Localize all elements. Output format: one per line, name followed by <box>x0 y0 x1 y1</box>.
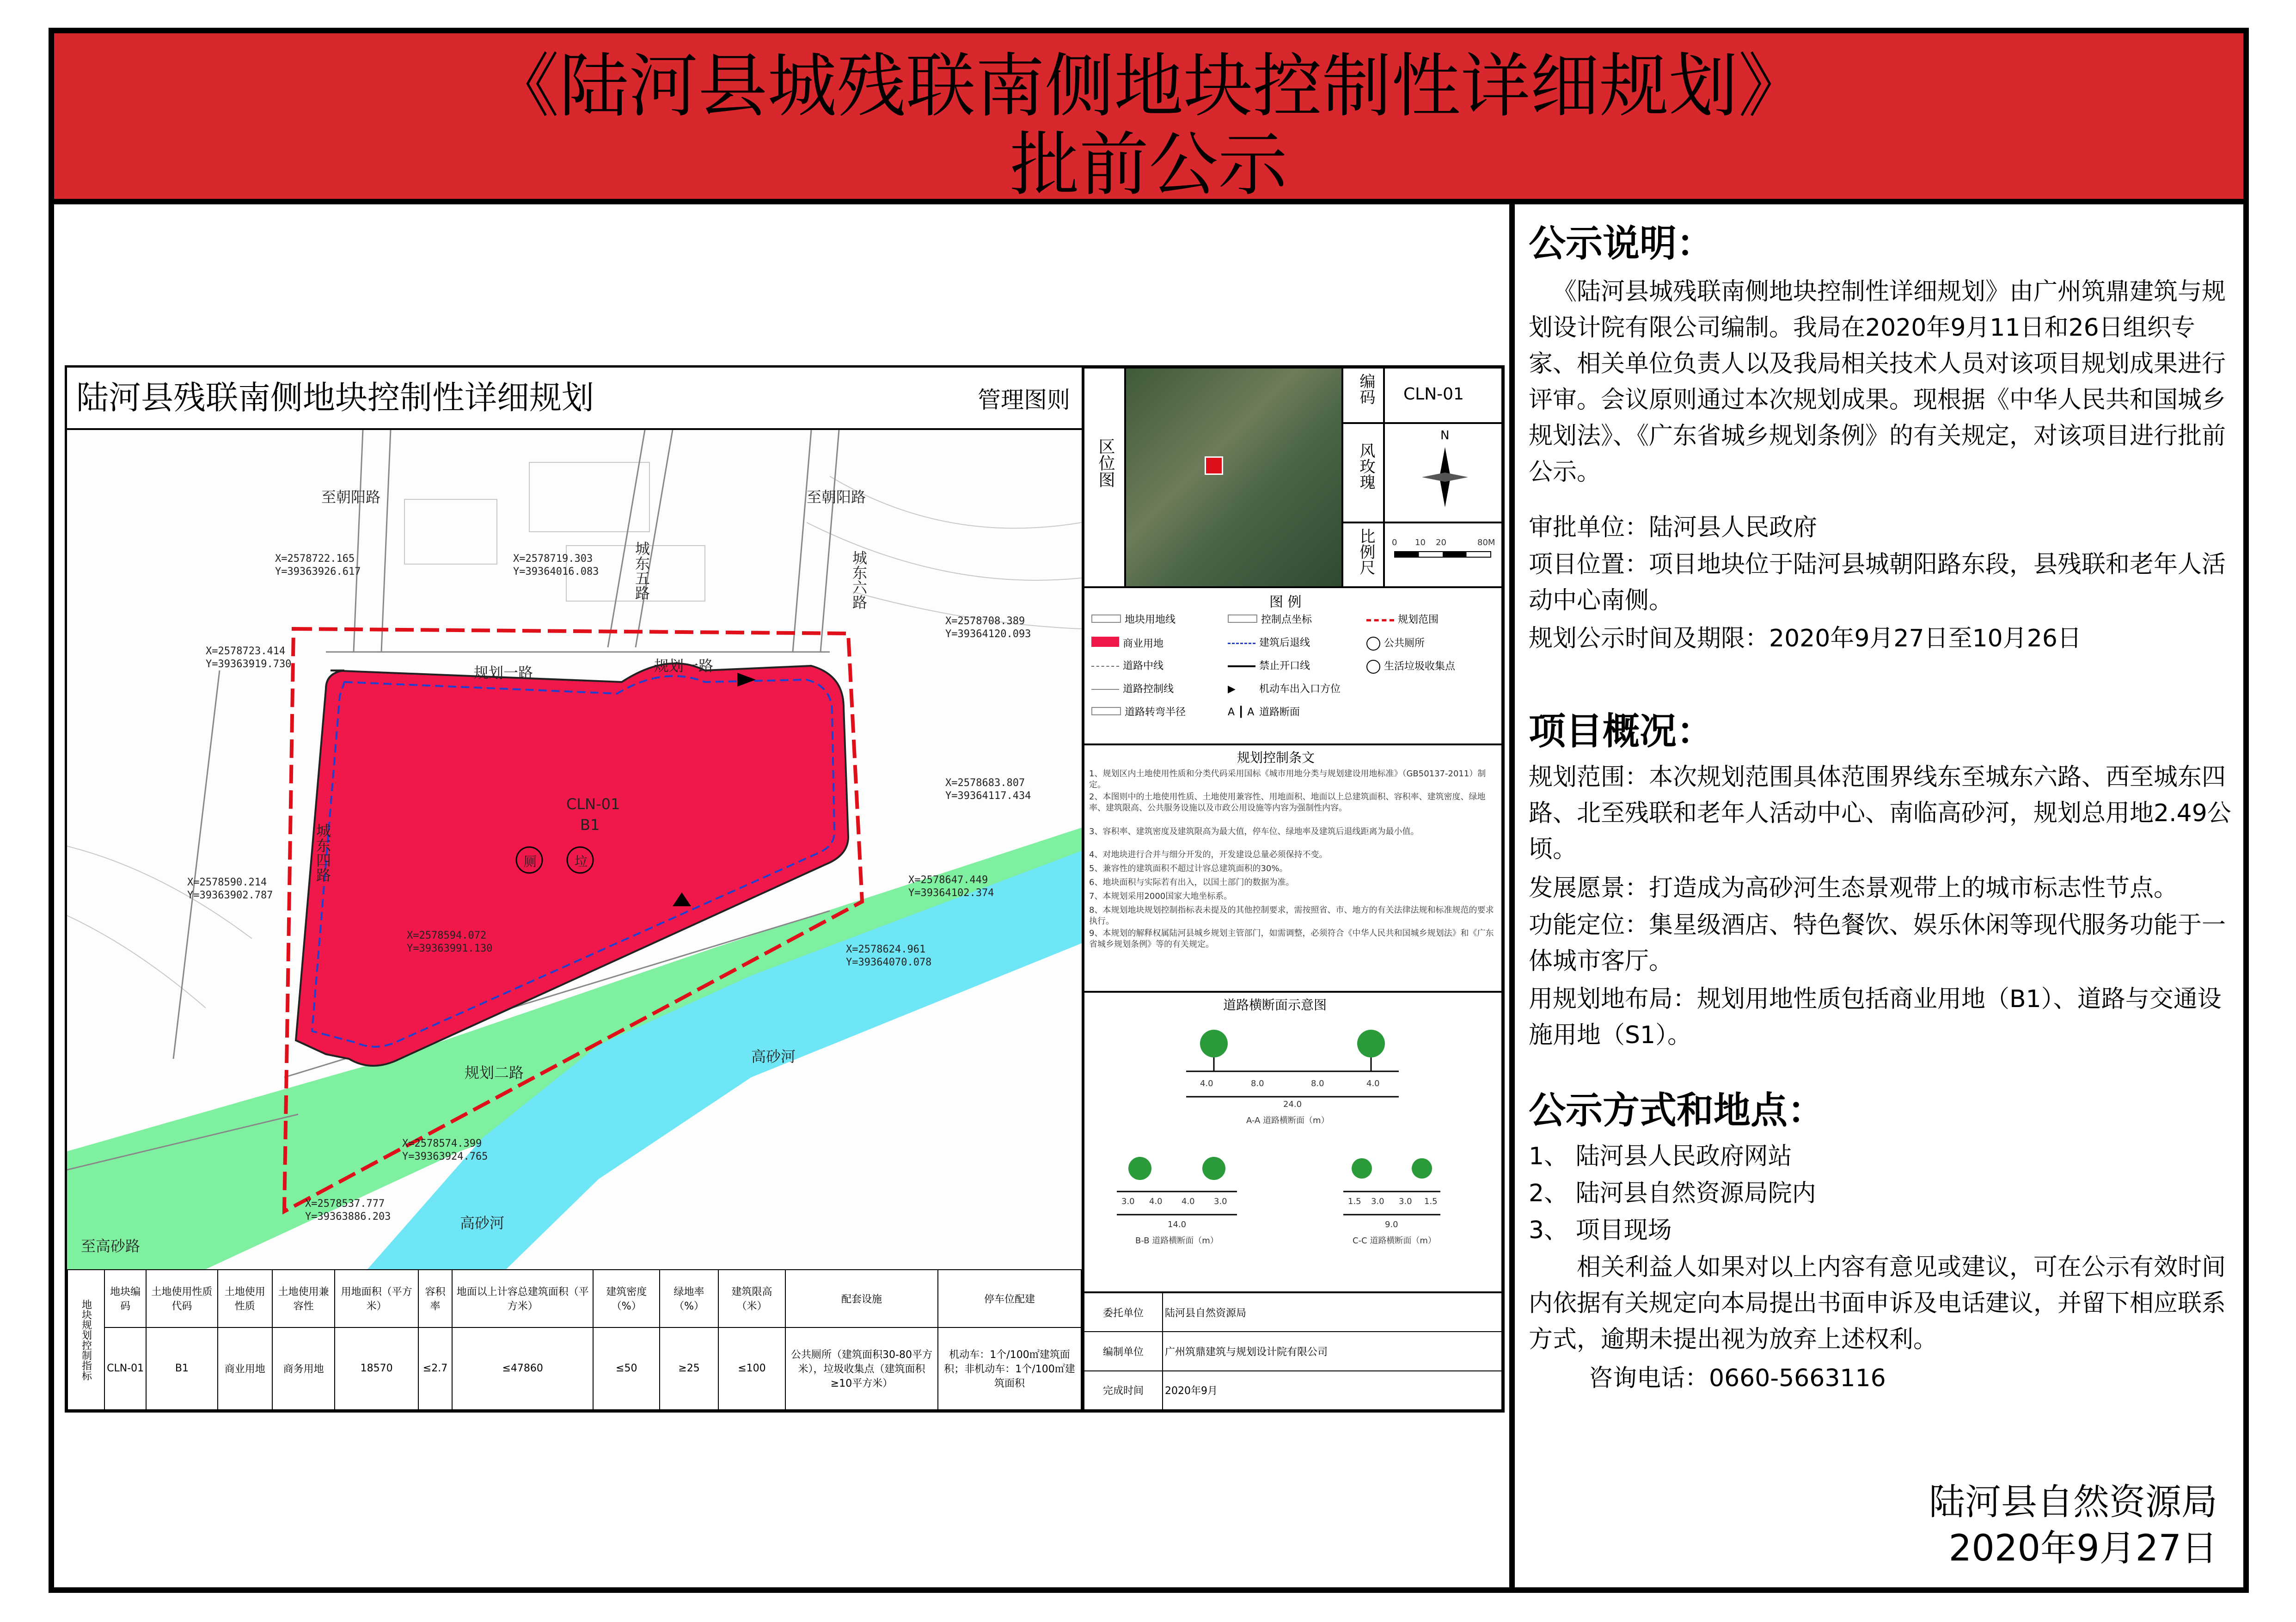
clause-3: 3、容积率、建筑密度及建筑限高为最大值，停车位、绿地率及建筑后退线距离为最小值。 <box>1089 827 1419 836</box>
wind-rose-label: 风玫瑰 <box>1357 442 1375 490</box>
indicator-header: 土地使用性质代码 <box>146 1270 217 1327</box>
indicator-cell: B1 <box>146 1327 217 1410</box>
scope-text: 规划范围：本次规划范围具体范围界线东至城东六路、西至城东四路、北至残联和老年人活动中心、南临高砂河，规划总用地2.49公顷。 <box>1529 763 2231 863</box>
control-map <box>67 430 1082 1269</box>
coord-7-y: Y=39363902.787 <box>187 890 273 901</box>
scale-label-cell <box>1342 522 1384 587</box>
compass-icon <box>1417 442 1473 512</box>
sheet-name: 管理图则 <box>978 387 1070 413</box>
coord-1-y: Y=39363926.617 <box>275 566 361 578</box>
way-item-3: 3、 项目现场 <box>1529 1216 1672 1244</box>
road-label-plan1: 规划一路 <box>474 664 533 682</box>
indicator-header: 用地面积（平方米） <box>335 1270 418 1327</box>
indicator-header: 土地使用兼容性 <box>272 1270 335 1327</box>
garbage-icon: 垃 <box>575 854 588 869</box>
scale-label: 比例尺 <box>1357 528 1375 575</box>
clause-1: 1、规划区内土地使用性质和分类代码采用国标《城市用地分类与规划建设用地标准》（GB50137-2011）制定。 <box>1089 769 1486 790</box>
legend-label: 规划范围 <box>1398 614 1439 626</box>
overview-heading: 项目概况： <box>1529 710 1714 753</box>
coord-1-x: X=2578722.165 <box>275 553 355 565</box>
vision-text: 发展愿景：打造成为高砂河生态景观带上的城市标志性节点。 <box>1529 874 2178 902</box>
section-a-width: 4.0 <box>1366 1079 1380 1088</box>
road-control-line-icon <box>1091 689 1119 690</box>
code-label: 编码 <box>1357 373 1375 405</box>
vehicle-entry-arrow-icon: ▶ <box>1228 683 1236 695</box>
parcel-code: CLN-01 <box>566 795 620 813</box>
indicator-cell: 18570 <box>335 1327 418 1410</box>
section-b-name: B-B 道路横断面（m） <box>1135 1236 1218 1246</box>
coord-6-x: X=2578647.449 <box>908 874 988 886</box>
legend-label: 商业用地 <box>1123 638 1164 650</box>
scale-tick: 10 <box>1415 538 1426 547</box>
phone-text: 咨询电话：0660-5663116 <box>1589 1364 1886 1392</box>
section-c-width: 3.0 <box>1399 1197 1412 1206</box>
indicator-cell: ≥25 <box>660 1327 718 1410</box>
scale-tick: 20 <box>1436 538 1446 547</box>
legend-label: 道路控制线 <box>1123 683 1174 695</box>
issuer-name: 陆河县自然资源局 <box>1929 1481 2217 1523</box>
location-map-label: 区位图 <box>1096 438 1115 488</box>
notice-paragraph: 《陆河县城残联南侧地块控制性详细规划》由广州筑鼎建筑与规划设计院有限公司编制。我局在2020年9月11日和26日组织专家、相关单位负责人以及我局相关技术人员对该项目规划成果进行评审。会议原则通过本次规划成果。现根据《中华人民共和国城乡规划法》、《广东省城乡规划条例》的有关规定，对该项目进行批前公示。 <box>1529 278 2226 486</box>
legend-label: 道路断面 <box>1259 707 1300 718</box>
location-text: 项目位置：项目地块位于陆河县城朝阳路东段，县残联和老年人活动中心南侧。 <box>1529 551 2226 614</box>
section-b-total: 14.0 <box>1168 1220 1187 1229</box>
layout-text: 用规划地布局：规划用地性质包括商业用地（B1）、道路与交通设施用地（S1）。 <box>1529 985 2222 1049</box>
road-section-drawing <box>1084 1016 1500 1289</box>
coord-4-y: Y=39363919.730 <box>206 658 292 670</box>
setback-line-icon <box>1228 643 1255 644</box>
meta-table <box>1084 1292 1502 1410</box>
section-a-width: 8.0 <box>1311 1079 1324 1088</box>
coord-11-y: Y=39363886.203 <box>305 1211 391 1223</box>
section-a-width: 4.0 <box>1200 1079 1213 1088</box>
section-a-width: 8.0 <box>1251 1079 1264 1088</box>
control-point-icon <box>1228 614 1257 623</box>
legend-label: 公共厕所 <box>1384 638 1425 649</box>
toilet-symbol-icon <box>1366 637 1380 651</box>
coord-10-y: Y=39363924.765 <box>402 1151 488 1162</box>
commercial-fill-icon <box>1091 637 1119 647</box>
coord-8-y: Y=39363991.130 <box>407 943 493 954</box>
sheet-header <box>67 368 1082 430</box>
clauses-panel <box>1084 744 1502 992</box>
notice-heading: 公示说明： <box>1529 222 1714 265</box>
coord-5-y: Y=39364117.434 <box>945 790 1031 802</box>
section-c-width: 1.5 <box>1348 1197 1361 1206</box>
scale-tick: 0 <box>1392 538 1397 547</box>
indicator-cell: ≤47860 <box>452 1327 593 1410</box>
indicator-cell: ≤2.7 <box>418 1327 452 1410</box>
notice-panel <box>1515 204 2243 1593</box>
indicator-header: 建筑限高（米） <box>718 1270 785 1327</box>
legend-panel <box>1084 587 1502 744</box>
indicator-header: 建筑密度（%） <box>593 1270 660 1327</box>
period-text: 规划公示时间及期限：2020年9月27日至10月26日 <box>1529 625 2082 652</box>
remark-text: 相关利益人如果对以上内容有意见或建议，可在公示有效时间内依据有关规定向本局提出书面申诉及电话建议，并留下相应联系方式，逾期未提出视为放弃上述权利。 <box>1529 1253 2226 1353</box>
approver-text: 审批单位：陆河县人民政府 <box>1529 514 1818 541</box>
road-label-south: 至高砂路 <box>81 1237 141 1255</box>
river-label-2: 高砂河 <box>460 1214 505 1232</box>
road-centerline-icon <box>1091 666 1119 667</box>
section-b-width: 4.0 <box>1182 1197 1195 1206</box>
indicator-title: 地块规划控制指标 <box>67 1270 104 1410</box>
coord-11-x: X=2578537.777 <box>305 1198 385 1210</box>
code-value-cell <box>1384 368 1502 423</box>
coord-9-x: X=2578624.961 <box>846 944 926 955</box>
no-opening-line-icon <box>1228 665 1255 667</box>
section-c-width: 1.5 <box>1424 1197 1438 1206</box>
north-label: N <box>1440 429 1450 442</box>
section-b-width: 3.0 <box>1214 1197 1227 1206</box>
location-map-label-cell <box>1084 368 1125 587</box>
coord-2-y: Y=39364016.083 <box>513 566 599 578</box>
function-text: 功能定位：集星级酒店、特色餐饮、娱乐休闲等现代服务功能于一体城市客厅。 <box>1529 911 2226 975</box>
indicator-cell: ≤50 <box>593 1327 660 1410</box>
indicator-header: 容积率 <box>418 1270 452 1327</box>
title-banner <box>54 33 2243 204</box>
coord-6-y: Y=39364102.374 <box>908 887 994 899</box>
legend-title: 图 例 <box>1269 594 1302 610</box>
clause-8: 8、本规划地块规划控制指标表未提及的其他控制要求，需按照省、市、地方的有关法律法规和标准规范的要求执行。 <box>1089 905 1494 926</box>
wind-rose-cell <box>1384 423 1502 522</box>
turn-radius-icon <box>1091 707 1121 715</box>
indicator-cell: CLN-01 <box>104 1327 146 1410</box>
code-value: CLN-01 <box>1403 385 1464 404</box>
clauses-title: 规划控制条文 <box>1237 750 1315 765</box>
section-c-name: C-C 道路横断面（m） <box>1353 1236 1436 1246</box>
road-label-plan1b: 规划一路 <box>654 657 714 675</box>
clause-6: 6、地块面积与实际若有出入，以国土部门的数据为准。 <box>1089 878 1294 887</box>
meta-value: 陆河县自然资源局 <box>1163 1293 1502 1332</box>
clause-7: 7、本规划采用2000国家大地坐标系。 <box>1089 891 1232 901</box>
coord-2-x: X=2578719.303 <box>513 553 593 565</box>
road-label-plan2: 规划二路 <box>465 1064 524 1081</box>
meta-value: 广州筑鼎建筑与规划设计院有限公司 <box>1163 1332 1502 1370</box>
location-satellite-image <box>1125 368 1342 587</box>
scale-bar-cell <box>1384 522 1502 587</box>
section-a-name: A-A 道路横断面（m） <box>1246 1116 1329 1125</box>
road-label-north-right: 至朝阳路 <box>807 488 866 506</box>
indicator-header: 配套设施 <box>785 1270 938 1327</box>
sheet-side-column <box>1082 368 1502 1410</box>
coord-9-y: Y=39364070.078 <box>846 957 932 968</box>
indicator-header: 停车位配建 <box>938 1270 1081 1327</box>
issue-date: 2020年9月27日 <box>1948 1528 2217 1569</box>
road-section-title: 道路横断面示意图 <box>1223 997 1327 1013</box>
meta-label: 编制单位 <box>1084 1332 1163 1370</box>
legend-label: 道路中线 <box>1123 660 1164 672</box>
river-label-1: 高砂河 <box>751 1048 796 1065</box>
location-marker-icon <box>1205 456 1223 475</box>
road-label-east4: 城东四路 <box>314 823 331 882</box>
clause-5: 5、兼容性的建筑面积不超过计容总建筑面积的30%。 <box>1089 864 1288 873</box>
parcel-use-code: B1 <box>580 816 600 834</box>
coord-3-y: Y=39364120.093 <box>945 628 1031 640</box>
clause-2: 2、本图则中的土地使用性质、土地使用兼容性、用地面积、地面以上总建筑面积、容积率、建筑密度、绿地率、建筑限高、公共服务设施以及市政公用设施等内容为强制性内容。 <box>1089 792 1486 813</box>
coord-5-x: X=2578683.807 <box>945 777 1025 789</box>
section-a-total: 24.0 <box>1283 1100 1302 1109</box>
section-c-width: 3.0 <box>1371 1197 1384 1206</box>
legend-label: 机动车出入口方位 <box>1259 683 1341 695</box>
section-b-width: 4.0 <box>1149 1197 1163 1206</box>
scale-tick: 80M <box>1477 538 1495 547</box>
indicator-header: 地块编码 <box>104 1270 146 1327</box>
legend-label: 道路转弯半径 <box>1125 707 1186 718</box>
coord-4-x: X=2578723.414 <box>206 645 286 657</box>
toilet-icon: 厕 <box>524 854 537 869</box>
road-label-east5: 城东五路 <box>633 541 650 600</box>
code-label-cell <box>1342 368 1384 423</box>
block-line-icon <box>1091 614 1121 623</box>
indicator-header: 土地使用性质 <box>218 1270 272 1327</box>
coord-7-x: X=2578590.214 <box>187 877 267 888</box>
sheet-title: 陆河县残联南侧地块控制性详细规划 <box>76 379 594 417</box>
road-label-north-left: 至朝阳路 <box>321 488 381 506</box>
legend-label: 地块用地线 <box>1125 614 1176 626</box>
way-item-1: 1、 陆河县人民政府网站 <box>1529 1143 1792 1170</box>
meta-label: 委托单位 <box>1084 1293 1163 1332</box>
red-dash-line-icon <box>1366 619 1394 621</box>
road-section-icon: A ┃ A <box>1228 707 1255 718</box>
legend-label: 建筑后退线 <box>1259 637 1310 649</box>
indicator-cell: 公共厕所（建筑面积30-80平方米），垃圾收集点（建筑面积≥10平方米） <box>785 1327 938 1410</box>
section-b-width: 3.0 <box>1121 1197 1135 1206</box>
way-item-2: 2、 陆河县自然资源局院内 <box>1529 1180 1816 1207</box>
indicator-cell: ≤100 <box>718 1327 785 1410</box>
indicator-header: 地面以上计容总建筑面积（平方米） <box>452 1270 593 1327</box>
legend-label: 生活垃圾收集点 <box>1384 661 1456 672</box>
clause-9: 9、本规划的解释权属陆河县城乡规划主管部门，如需调整，必须符合《中华人民共和国城乡规划法》和《广东省城乡规划条例》等的有关规定。 <box>1089 928 1494 949</box>
indicator-header: 绿地率（%） <box>660 1270 718 1327</box>
indicator-cell: 机动车：1个/100㎡建筑面积；非机动车：1个/100㎡建筑面积 <box>938 1327 1081 1410</box>
indicator-cell: 商务用地 <box>272 1327 335 1410</box>
garbage-symbol-icon <box>1366 660 1380 674</box>
coord-10-x: X=2578574.399 <box>402 1138 482 1149</box>
wind-label-cell <box>1342 423 1384 522</box>
road-label-east6: 城东六路 <box>850 550 868 609</box>
poster-title: 《陆河县城残联南侧地块控制性详细规划》 <box>490 46 1807 127</box>
clause-4: 4、对地块进行合并与细分开发的，开发建设总量必须保持不变。 <box>1089 850 1328 860</box>
ways-heading: 公示方式和地点： <box>1529 1089 1825 1132</box>
meta-value: 2020年9月 <box>1163 1371 1502 1410</box>
scale-bar-icon <box>1394 551 1491 558</box>
indicator-table <box>67 1269 1082 1410</box>
poster-subtitle: 批前公示 <box>1010 125 1287 205</box>
legend-label: 控制点坐标 <box>1261 614 1312 626</box>
legend-label: 禁止开口线 <box>1259 660 1310 672</box>
road-section-panel <box>1084 992 1502 1292</box>
section-c-total: 9.0 <box>1385 1220 1398 1229</box>
planning-sheet <box>65 365 1505 1413</box>
coord-8-x: X=2578594.072 <box>407 930 487 941</box>
coord-3-x: X=2578708.389 <box>945 615 1025 627</box>
meta-label: 完成时间 <box>1084 1371 1163 1410</box>
indicator-cell: 商业用地 <box>218 1327 272 1410</box>
